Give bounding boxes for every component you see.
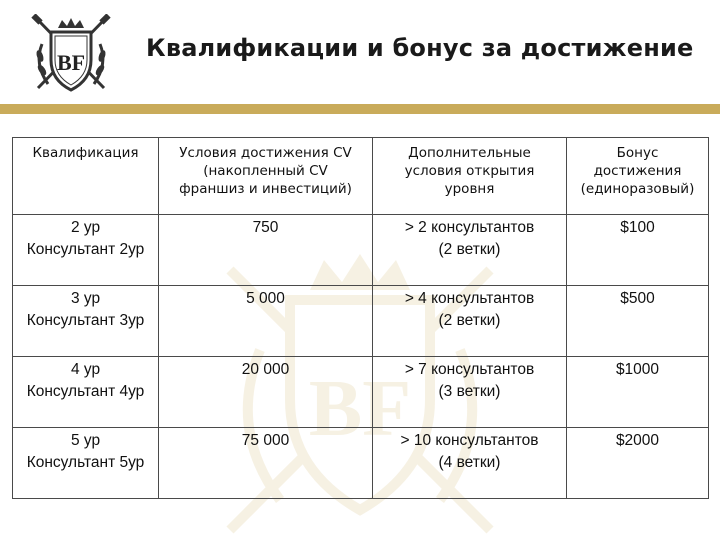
header-line: Дополнительные — [408, 145, 531, 161]
bonus-cell: $100 — [567, 215, 709, 286]
qualification-cell — [13, 215, 159, 286]
branch-count: (4 ветки) — [438, 454, 501, 471]
table-row — [13, 357, 709, 428]
table-header-row — [13, 138, 709, 215]
conditions-cell — [373, 428, 567, 499]
qualification-cell — [13, 357, 159, 428]
consultant-name: Консультант 5ур — [26, 454, 145, 471]
gold-divider-band — [0, 104, 720, 114]
table-row — [13, 215, 709, 286]
cv-cell: 75 000 — [159, 428, 373, 499]
branch-count: (2 ветки) — [438, 241, 501, 258]
consultant-name: Консультант 3ур — [26, 312, 145, 329]
branch-count: (2 ветки) — [438, 312, 501, 329]
cv-cell: 20 000 — [159, 357, 373, 428]
qualification-cell — [13, 286, 159, 357]
header-line: (единоразовый) — [580, 181, 695, 197]
header-line: уровня — [444, 181, 495, 197]
bf-crest-logo — [26, 14, 116, 96]
conditions-cell — [373, 357, 567, 428]
consultant-count: > 4 консультантов — [404, 290, 535, 307]
consultant-name: Консультант 4ур — [26, 383, 145, 400]
header-line: (накопленный CV — [203, 163, 328, 179]
svg-text:BF: BF — [308, 365, 412, 453]
cv-cell: 750 — [159, 215, 373, 286]
level-text: 5 ур — [70, 432, 101, 449]
header-line: Бонус — [616, 145, 659, 161]
cv-cell: 5 000 — [159, 286, 373, 357]
header-line: франшиз и инвестиций) — [179, 181, 352, 197]
table-row — [13, 286, 709, 357]
qualification-cell — [13, 428, 159, 499]
header-line: достижения — [593, 163, 682, 179]
header-line: Условия достижения CV — [179, 145, 352, 161]
header-qualification — [13, 138, 159, 215]
consultant-name: Консультант 2ур — [26, 241, 145, 258]
level-text: 2 ур — [70, 219, 101, 236]
level-text: 3 ур — [70, 290, 101, 307]
bonus-cell: $2000 — [567, 428, 709, 499]
header-bonus — [567, 138, 709, 215]
consultant-count: > 2 консультантов — [404, 219, 535, 236]
header — [0, 0, 720, 104]
page-title: Квалификации и бонус за достижение — [146, 34, 694, 62]
branch-count: (3 ветки) — [438, 383, 501, 400]
header-line: условия открытия — [404, 163, 535, 179]
qualification-table — [12, 137, 709, 499]
bonus-cell: $500 — [567, 286, 709, 357]
table-row — [13, 428, 709, 499]
bonus-cell: $1000 — [567, 357, 709, 428]
conditions-cell — [373, 286, 567, 357]
header-cv-conditions — [159, 138, 373, 215]
consultant-count: > 7 консультантов — [404, 361, 535, 378]
header-line: Квалификация — [32, 145, 139, 161]
conditions-cell — [373, 215, 567, 286]
consultant-count: > 10 консультантов — [400, 432, 539, 449]
header-additional-conditions — [373, 138, 567, 215]
level-text: 4 ур — [70, 361, 101, 378]
svg-text:BF: BF — [56, 50, 86, 75]
